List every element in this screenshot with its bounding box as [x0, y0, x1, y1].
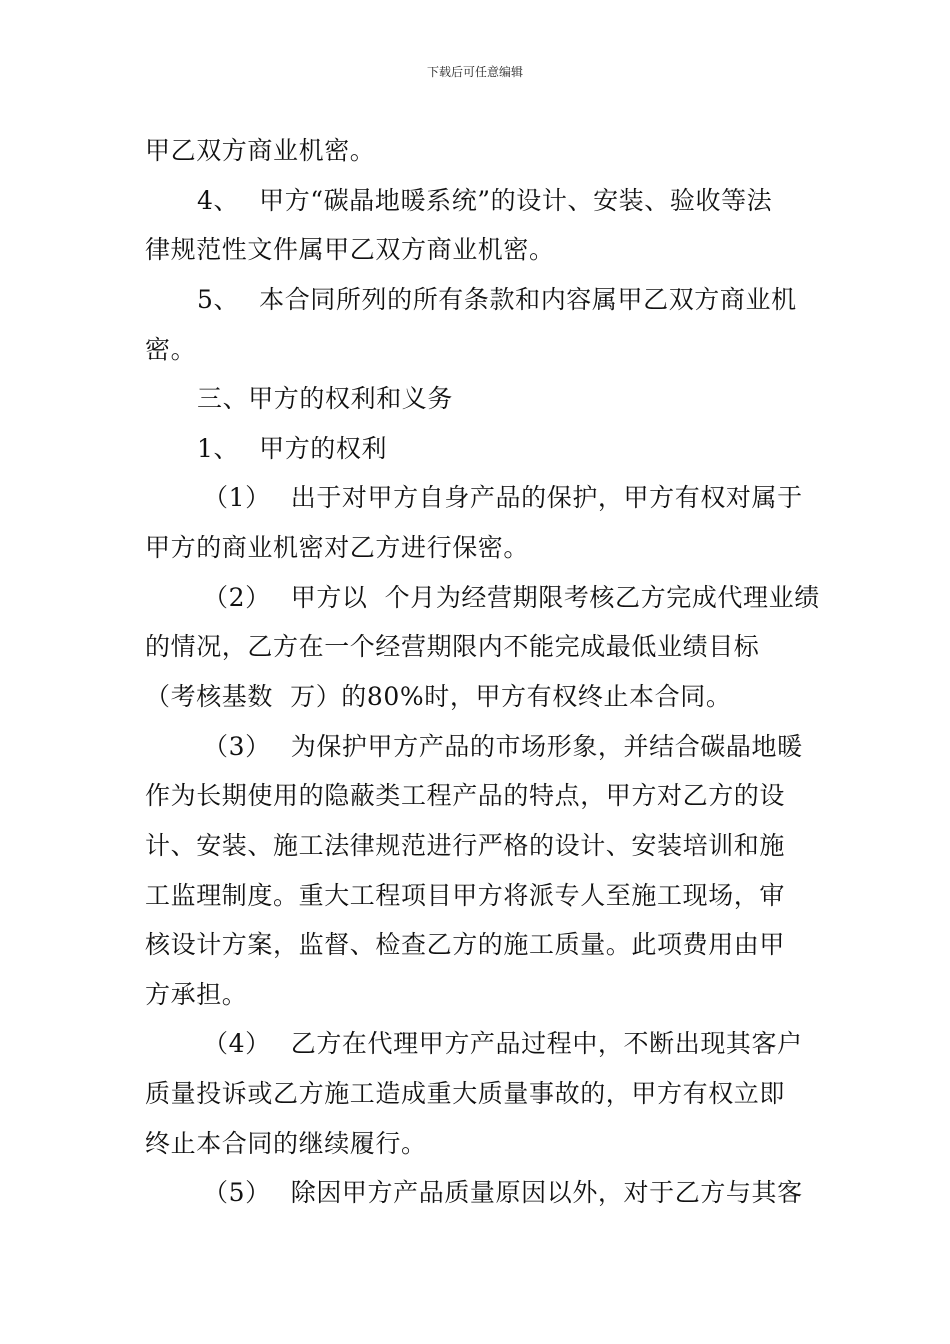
line-text: 除因甲方产品质量原因以外，对于乙方与其客 — [290, 1178, 803, 1207]
paragraph-line: 密。 — [145, 335, 197, 364]
paragraph-line: 质量投诉或乙方施工造成重大质量事故的，甲方有权立即 — [145, 1079, 786, 1108]
line-text: 甲方以 个月为经营期限考核乙方完成代理业绩 — [290, 583, 820, 612]
list-number: （5） — [203, 1178, 271, 1207]
paragraph-line — [203, 1178, 883, 1208]
paragraph-line: 律规范性文件属甲乙双方商业机密。 — [145, 235, 555, 264]
line-text: 甲方“碳晶地暖系统”的设计、安装、验收等法 — [259, 186, 773, 215]
section-heading: 三、甲方的权利和义务 — [197, 384, 454, 413]
list-number: 1、 — [197, 434, 240, 463]
paragraph-line — [197, 186, 877, 216]
page-header: 下载后可任意编辑 — [426, 65, 523, 79]
list-number: （2） — [203, 583, 271, 612]
line-text: 本合同所列的所有条款和内容属甲乙双方商业机 — [259, 285, 797, 314]
line-text: 为保护甲方产品的市场形象，并结合碳晶地暖 — [290, 732, 803, 761]
list-number: 5、 — [197, 285, 240, 314]
list-number: 4、 — [197, 186, 240, 215]
list-number: （1） — [203, 483, 271, 512]
paragraph-line: （考核基数 万）的80%时，甲方有权终止本合同。 — [145, 682, 732, 711]
paragraph-line: 甲乙双方商业机密。 — [145, 136, 376, 165]
line-text: 甲方的权利 — [259, 434, 388, 463]
paragraph-line — [203, 1029, 883, 1059]
paragraph-line: 计、安装、施工法律规范进行严格的设计、安装培训和施 — [145, 831, 786, 860]
paragraph-line: 方承担。 — [145, 980, 248, 1009]
paragraph-line — [197, 434, 877, 464]
paragraph-line: 终止本合同的继续履行。 — [145, 1129, 427, 1158]
paragraph-line: 的情况，乙方在一个经营期限内不能完成最低业绩目标 — [145, 632, 760, 661]
paragraph-line — [197, 285, 877, 315]
paragraph-line — [203, 732, 883, 762]
paragraph-line: 核设计方案，监督、检查乙方的施工质量。此项费用由甲 — [145, 930, 786, 959]
list-number: （3） — [203, 732, 271, 761]
list-number: （4） — [203, 1029, 271, 1058]
paragraph-line: 甲方的商业机密对乙方进行保密。 — [145, 533, 530, 562]
line-text: 出于对甲方自身产品的保护，甲方有权对属于 — [290, 483, 803, 512]
paragraph-line: 工监理制度。重大工程项目甲方将派专人至施工现场，审 — [145, 881, 786, 910]
paragraph-line: 作为长期使用的隐蔽类工程产品的特点，甲方对乙方的设 — [145, 781, 786, 810]
paragraph-line — [203, 483, 883, 513]
line-text: 乙方在代理甲方产品过程中，不断出现其客户 — [290, 1029, 803, 1058]
paragraph-line — [203, 583, 883, 613]
